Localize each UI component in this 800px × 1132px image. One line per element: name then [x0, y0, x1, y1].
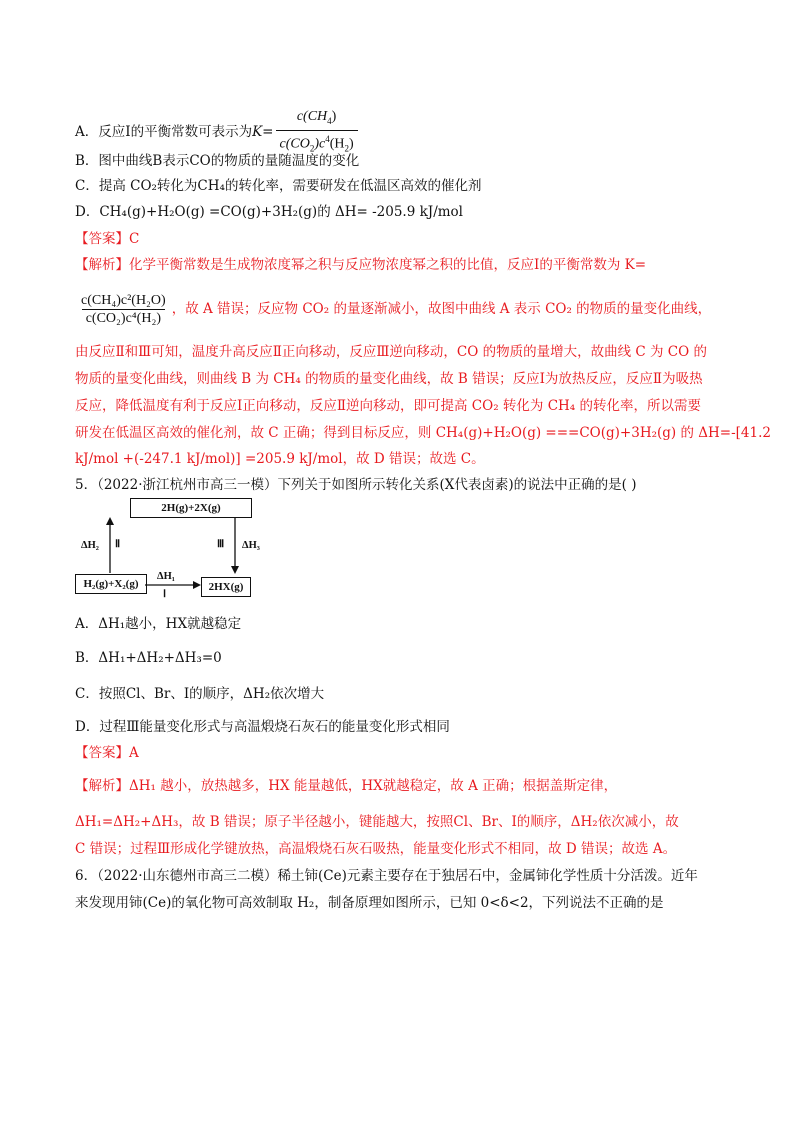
q4-answer: [75, 229, 740, 249]
q5-answer-tag: 【答案】: [75, 745, 129, 761]
q5-option-a: A．ΔH₁越小，HX就越稳定: [75, 616, 242, 632]
q5-exp1-text: ΔH₁ 越小，放热越多，HX 能量越低，HX就越稳定，故 A 正确；根据盖斯定律，: [129, 778, 618, 794]
q4-exp-tag: 【解析】: [75, 257, 129, 273]
q5-option-c: C．按照Cl、Br、I的顺序，ΔH₂依次增大: [75, 686, 325, 702]
q4-frac-num-text: c(CH: [296, 109, 328, 124]
q4-frac-den-1: c(CO: [279, 136, 310, 152]
q4-frac-den-sub1: 2: [309, 143, 315, 154]
q5-option-b: B．ΔH₁+ΔH₂+ΔH₃=0: [75, 650, 222, 666]
q4-option-a-text: A．反应Ⅰ的平衡常数可表示为: [75, 124, 253, 141]
q5-label-roman2: Ⅱ: [115, 539, 121, 550]
q5-label-roman1: Ⅰ: [163, 589, 167, 600]
q6-stem-line-2: 来发现用铈(Ce)的氧化物可高效制取 H₂，制备原理如图所示，已知 0<δ<2，下列说法不正确的是: [75, 895, 664, 911]
q5-option-d: D．过程Ⅲ能量变化形式与高温煅烧石灰石的能量变化形式相同: [75, 719, 450, 735]
q4-explanation-line-5: 反应，降低温度有利于反应Ⅰ正向移动，反应Ⅱ逆向移动，即可提高 CO₂ 转化为 CH₄ 的转化率，所以需要: [75, 398, 701, 414]
q4-explanation-line-4: 物质的量变化曲线，则曲线 B 为 CH₄ 的物质的量变化曲线，故 B 错误；反应Ⅰ为放热反应，反应Ⅱ为吸热: [75, 371, 703, 387]
q4-frac-den-2: )c: [314, 136, 326, 152]
q4-frac-num: $c(CH_4)$: [296, 109, 337, 126]
q4-answer-tag: 【答案】: [75, 231, 129, 247]
q4-exp-frac-den: c(CO₂)c⁴(H₂): [82, 309, 165, 327]
q4-frac-den: $c(CO_2)c^4(H_2)$: [276, 130, 358, 157]
q4-explanation-line-2: [75, 292, 740, 327]
q4-frac-den-sub2: 2: [344, 143, 349, 154]
q5-box-left: H₂(g)+X₂(g): [75, 574, 147, 594]
q4-option-d: D．CH₄(g)+H₂O(g) =CO(g)+3H₂(g)的 ΔH= -205.9 kJ/mol: [75, 204, 463, 220]
q4-exp-fraction: [77, 292, 170, 327]
q4-option-a-k: K=: [252, 124, 274, 141]
q5-answer-value: A: [129, 745, 139, 761]
q6-stem-line-1: 6．（2022·山东德州市高三二模）稀土铈(Ce)元素主要存在于独居石中，金属铈化学性质十分活泼。近年: [75, 868, 698, 884]
q4-explanation-line-1: [75, 255, 740, 275]
q5-exp-tag: 【解析】: [75, 778, 129, 794]
q5-label-roman3: Ⅲ: [217, 539, 225, 550]
q4-explanation-line-7: kJ/mol +(-247.1 kJ/mol)] =205.9 kJ/mol，故 D 错误；故选 C。: [75, 451, 485, 467]
q5-label-dh2: ΔH₂: [81, 540, 99, 551]
q4-frac-den-sup: 4: [325, 133, 330, 144]
q5-explanation-line-1: [75, 776, 740, 796]
q4-answer-value: C: [129, 231, 140, 247]
q4-option-a: [75, 108, 740, 157]
q5-label-dh1: ΔH₁: [157, 571, 175, 582]
q4-explanation-line-3: 由反应Ⅱ和Ⅲ可知，温度升高反应Ⅱ正向移动，反应Ⅲ逆向移动，CO 的物质的量增大，故曲线 C 为 CO 的: [75, 344, 707, 360]
q4-option-b: B．图中曲线B表示CO的物质的量随温度的变化: [75, 153, 360, 169]
q4-exp2-text: ，故 A 错误；反应物 CO₂ 的量逐渐减小，故图中曲线 A 表示 CO₂ 的物质的量变化曲线，: [171, 301, 712, 317]
q5-energy-cycle-diagram: [75, 493, 265, 603]
q4-option-a-fraction: [276, 108, 358, 157]
q5-explanation-line-3: C 错误；过程Ⅲ形成化学键放热，高温煅烧石灰石吸热，能量变化形式不相同，故 D 错误；故选 A。: [75, 841, 677, 857]
q4-exp1-text: 化学平衡常数是生成物浓度幂之积与反应物浓度幂之积的比值，反应Ⅰ的平衡常数为 K=: [129, 257, 647, 273]
q5-box-top: 2H(g)+2X(g): [130, 498, 252, 518]
q5-explanation-line-2: ΔH₁=ΔH₂+ΔH₃，故 B 错误；原子半径越小，键能越大，按照Cl、Br、I的顺序，ΔH₂依次减小，故: [75, 814, 679, 830]
q4-frac-num-sub: 4: [327, 115, 332, 126]
q5-stem: 5．（2022·浙江杭州市高三一模）下列关于如图所示转化关系(X代表卤素)的说法中正确的是( ): [75, 477, 637, 493]
q4-explanation-line-6: 研发在低温区高效的催化剂，故 C 正确；得到目标反应，则 CH₄(g)+H₂O(g) ===CO(g)+3H₂(g) 的 ΔH=-[41.2: [75, 425, 771, 441]
q4-exp-frac-num: c(CH₄)c²(H₂O): [81, 293, 166, 308]
q4-frac-den-3: (H: [329, 136, 345, 152]
q5-box-right: 2HX(g): [201, 577, 251, 597]
q4-option-c: C．提高 CO₂转化为CH₄的转化率，需要研发在低温区高效的催化剂: [75, 178, 482, 194]
q5-answer: [75, 743, 740, 763]
q5-label-dh3: ΔH₃: [242, 540, 260, 551]
